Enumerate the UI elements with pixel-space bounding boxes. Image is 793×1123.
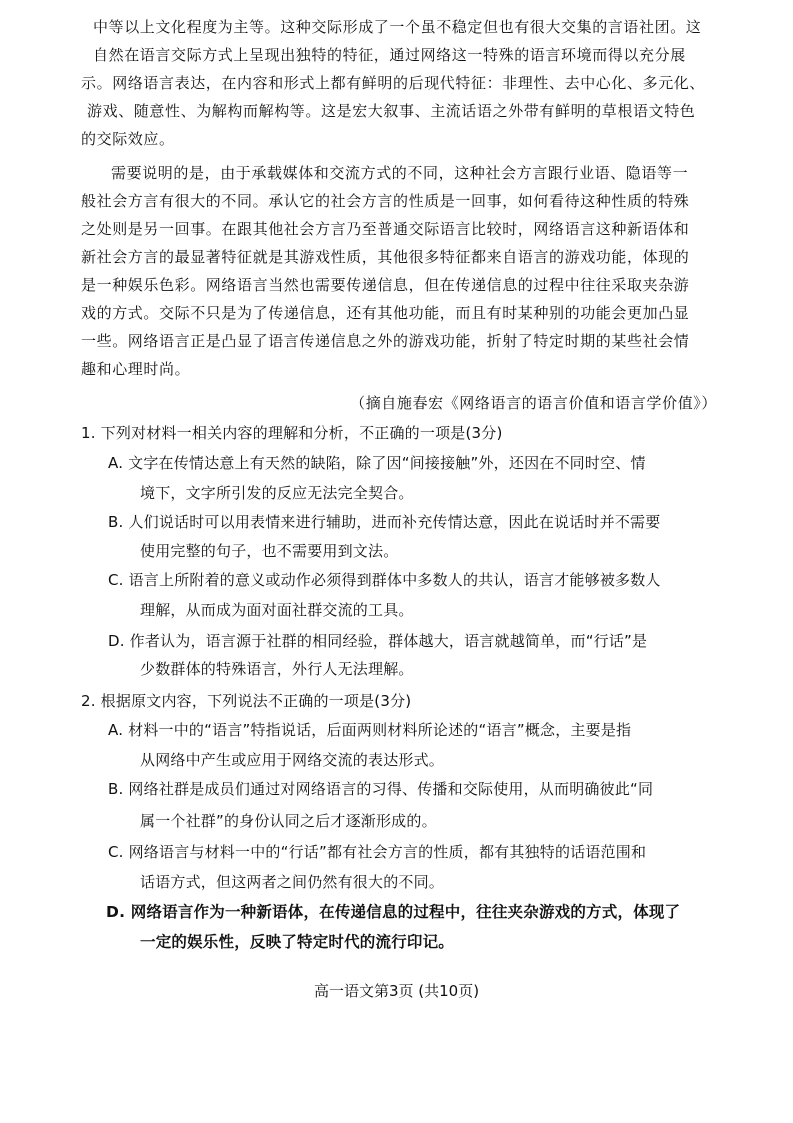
passage-line: 游戏、随意性、为解构而解构等。这是宏大叙事、主流话语之外带有鲜明的草根语文特色	[87, 102, 696, 120]
option-a-line1: A. 文字在传情达意上有天然的缺陷，除了因“间接接触”外，还因在不同时空、情	[108, 454, 646, 472]
option-c-line1: C. 语言上所附着的意义或动作必须得到群体中多数人的共认，语言才能够被多数人	[108, 571, 661, 589]
question-stem: 2. 根据原文内容，下列说法不正确的一项是(3分)	[81, 692, 412, 710]
option-c-line2: 理解，从而成为面对面社群交流的工具。	[140, 601, 414, 619]
passage-line: 需要说明的是，由于承载媒体和交流方式的不同，这种社会方言跟行业语、隐语等一	[111, 164, 689, 182]
passage-line: 般社会方言有很大的不同。承认它的社会方言的性质是一回事，如何看待这种性质的特殊	[81, 192, 690, 210]
option-b-line1: B. 网络社群是成员们通过对网络语言的习得、传播和交际使用，从而明确彼此“同	[108, 780, 654, 798]
option-d-line1: D. 网络语言作为一种新语体，在传递信息的过程中，往往夹杂游戏的方式，体现了	[106, 903, 681, 921]
option-d-line2: 少数群体的特殊语言，外行人无法理解。	[140, 660, 414, 678]
question-stem: 1. 下列对材料一相关内容的理解和分析，不正确的一项是(3分)	[81, 424, 503, 442]
option-a-line2: 境下，文字所引发的反应无法完全契合。	[140, 484, 414, 502]
passage-line: 一些。网络语言正是凸显了语言传递信息之外的游戏功能，折射了特定时期的某些社会情	[81, 332, 690, 350]
passage-line: 新社会方言的最显著特征就是其游戏性质，其他很多特征都来自语言的游戏功能，体现的	[81, 248, 690, 266]
option-a-line1: A. 材料一中的“语言”特指说话，后面两则材料所论述的“语言”概念，主要是指	[108, 721, 632, 739]
option-a-line2: 从网络中产生或应用于网络交流的表达形式。	[140, 751, 445, 769]
option-d-line2: 一定的娱乐性，反映了特定时代的流行印记。	[140, 933, 455, 951]
passage-line: 趣和心理时尚。	[81, 360, 191, 378]
passage-line: 是一种娱乐色彩。网络语言当然也需要传递信息，但在传递信息的过程中往往采取夹杂游	[81, 276, 690, 294]
option-c-line2: 话语方式，但这两者之间仍然有很大的不同。	[140, 873, 445, 891]
passage-line: 之处则是另一回事。在跟其他社会方言乃至普通交际语言比较时，网络语言这种新语体和	[81, 220, 690, 238]
option-b-line1: B. 人们说话时可以用表情来进行辅助，进而补充传情达意，因此在说话时并不需要	[108, 513, 661, 531]
passage-line: 自然在语言交际方式上呈现出独特的特征，通过网络这一特殊的语言环境而得以充分展	[93, 46, 686, 64]
passage-line: 的交际效应。	[81, 130, 175, 148]
passage-line: 戏的方式。交际不只是为了传递信息，还有其他功能，而且有时某种别的功能会更加凸显	[81, 304, 690, 322]
page-footer: 高一语文第3页 (共10页)	[313, 982, 480, 1000]
passage-line: 示。网络语言表达，在内容和形式上都有鲜明的后现代特征：非理性、去中心化、多元化、	[81, 74, 706, 92]
option-d-line1: D. 作者认为，语言源于社群的相同经验，群体越大，语言就越简单，而“行话”是	[108, 632, 648, 650]
option-b-line2: 属一个社群”的身份认同之后才逐渐形成的。	[140, 812, 437, 830]
source-attribution: （摘自施春宏《网络语言的语言价值和语言学价值》）	[350, 394, 717, 412]
option-b-line2: 使用完整的句子，也不需要用到文法。	[140, 542, 399, 560]
option-c-line1: C. 网络语言与材料一中的“行话”都有社会方言的性质，都有其独特的话语范围和	[108, 843, 647, 861]
passage-line: 中等以上文化程度为主等。这种交际形成了一个虽不稳定但也有很大交集的言语社团。这	[93, 18, 702, 36]
